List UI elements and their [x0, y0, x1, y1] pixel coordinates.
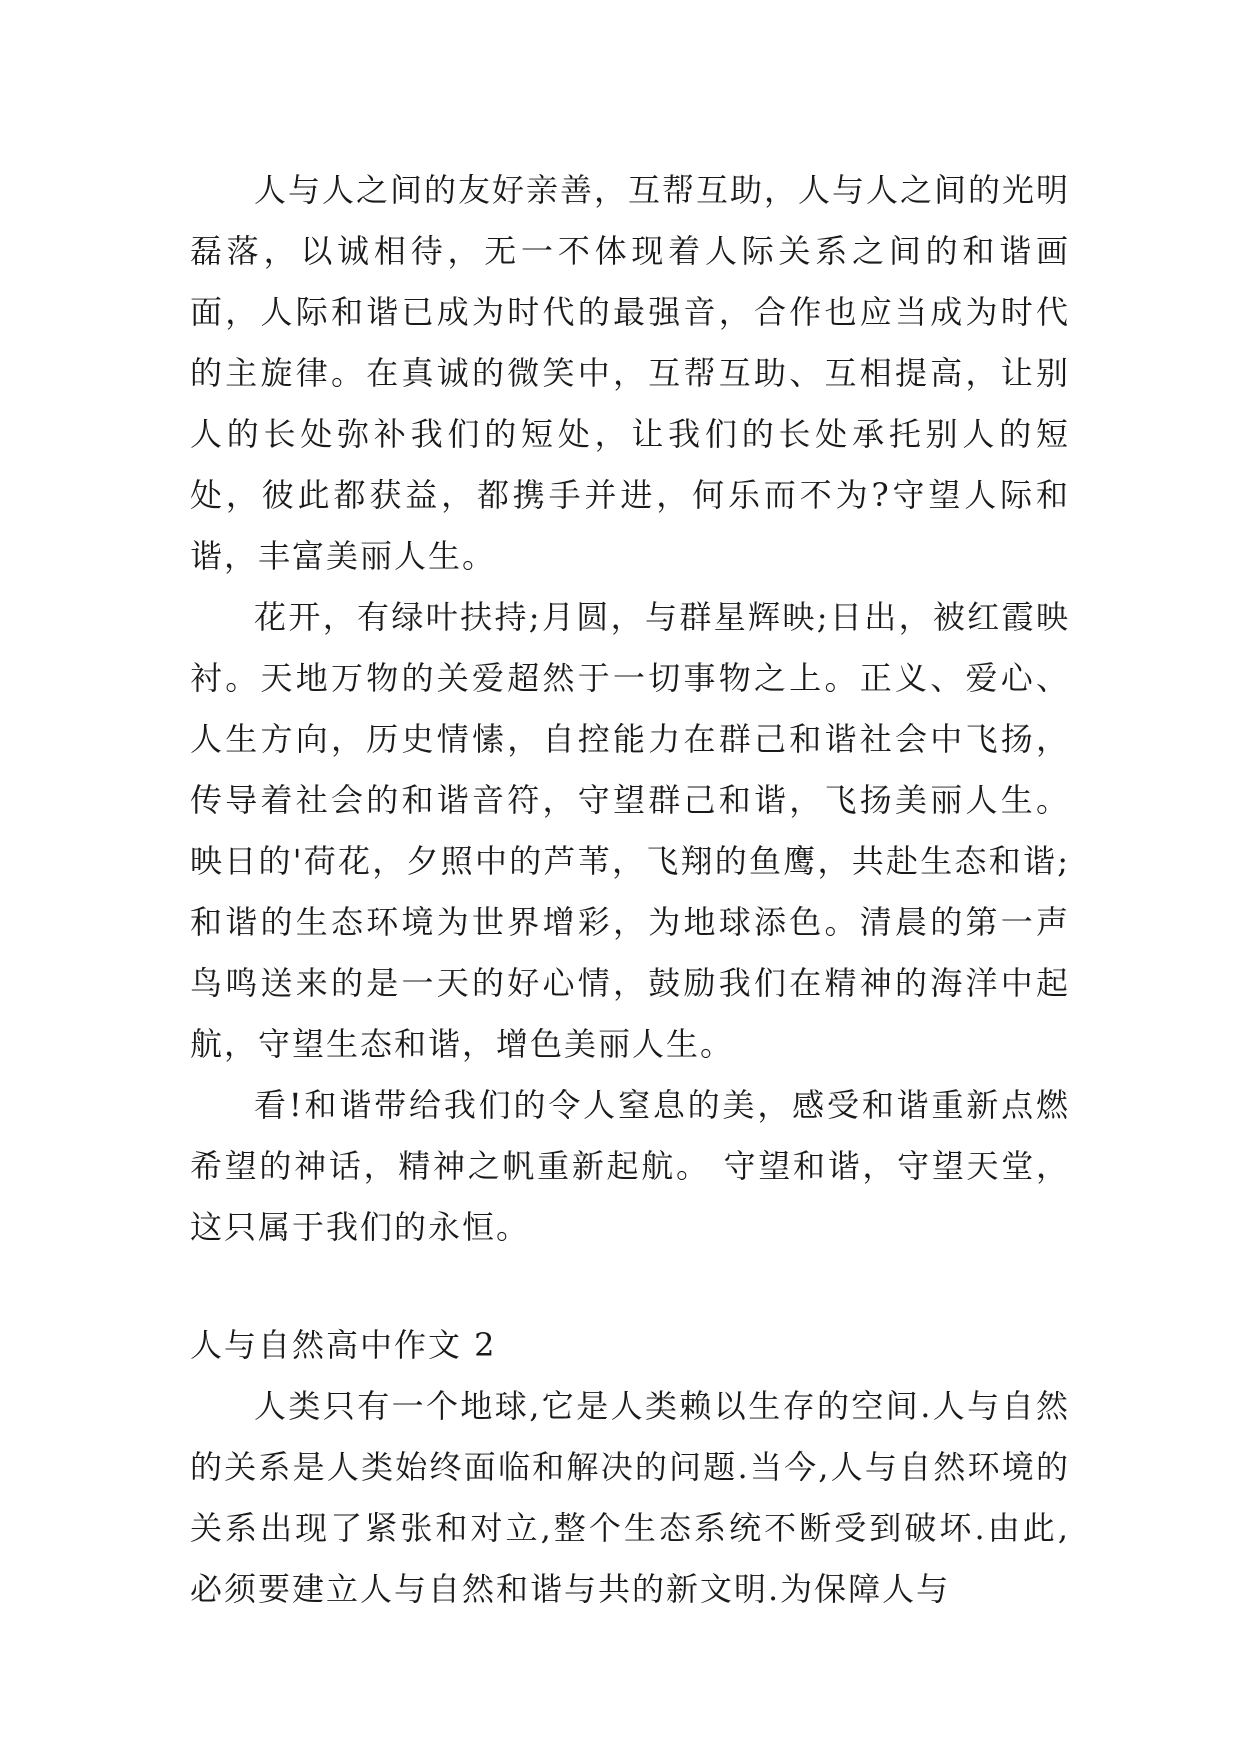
- document-body: [190, 160, 1070, 1620]
- paragraph-section2-intro: 人类只有一个地球,它是人类赖以生存的空间.人与自然的关系是人类始终面临和解决的问题.当今,人与自然环境的关系出现了紧张和对立,整个生态系统不断受到破坏.由此,必须要建立人与自然和谐与共的新文明.为保障人与: [190, 1387, 1070, 1608]
- section-spacer: [190, 1258, 1070, 1315]
- paragraph-conclusion: 看!和谐带给我们的令人窒息的美，感受和谐重新点燃希望的神话，精神之帆重新起航。 守望和谐，守望天堂，这只属于我们的永恒。: [190, 1086, 1070, 1246]
- paragraph-interpersonal-harmony: 人与人之间的友好亲善，互帮互助，人与人之间的光明磊落，以诚相待，无一不体现着人际关系之间的和谐画面，人际和谐已成为时代的最强音，合作也应当成为时代的主旋律。在真诚的微笑中，互帮互助、互相提高，让别人的长处弥补我们的短处，让我们的长处承托别人的短处，彼此都获益，都携手并进，何乐而不为?守望人际和谐，丰富美丽人生。: [190, 171, 1071, 575]
- paragraph-natural-harmony: 花开，有绿叶扶持;月圆，与群星辉映;日出，被红霞映衬。天地万物的关爱超然于一切事物之上。正义、爱心、人生方向，历史情愫，自控能力在群己和谐社会中飞扬，传导着社会的和谐音符，守望群己和谐，飞扬美丽人生。 映日的'荷花，夕照中的芦苇，飞翔的鱼鹰，共赴生态和谐;和谐的生态环境为世界增彩，为地球添色。清晨的第一声鸟鸣送来的是一天的好心情，鼓励我们在精神的海洋中起航，守望生态和谐，增色美丽人生。: [190, 598, 1070, 1063]
- section-heading: 人与自然高中作文 2: [190, 1326, 497, 1364]
